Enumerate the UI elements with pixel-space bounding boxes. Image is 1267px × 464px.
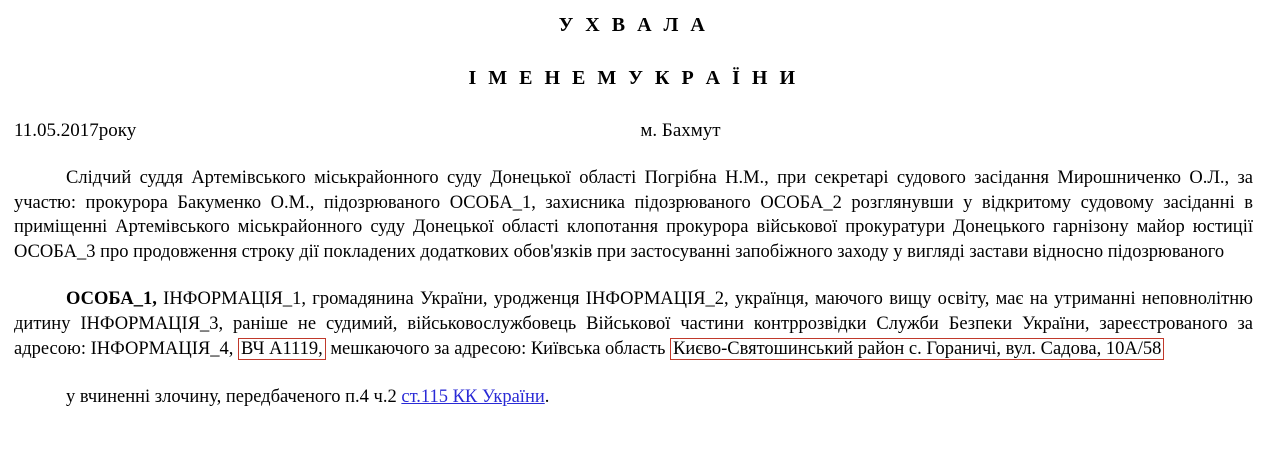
accused-details-text-2: мешкаючого за адресою: Київська область (325, 338, 666, 359)
redaction-highlight-unit: ВЧ А1119, (238, 338, 326, 360)
paragraph-accused-details (14, 287, 1253, 361)
document-title-line-1: У Х В А Л А (558, 14, 709, 36)
redaction-highlight-address: Києво-Святошинський район с. Гораничі, вул. Садова, 10А/58 (670, 338, 1164, 360)
paragraph-preamble: Слідчий суддя Артемівського міськрайонного суду Донецької області Погрібна Н.М., при секретарі судового засідання Мирошниченко О.Л., за участю: прокурора Бакуменко О.М., підозрюваного ОСОБА_1, захисника підозрюваного ОСОБА_2 розглянувши у відкритому судовому засіданні в приміщенні Артемівського міськрайонного суду Донецької області клопотання прокурора військової прокуратури Донецького гарнізону майор юстиції ОСОБА_3 про продовження строку дії покладених додаткових обов'язків при застосуванні запобіжного заходу у вигляді застави відносно підозрюваного (14, 168, 1253, 262)
charge-text-before: у вчиненні злочину, передбаченого п.4 ч.2 (66, 387, 402, 408)
charge-text-after: . (544, 387, 550, 408)
date-city-bar (14, 120, 1253, 144)
accused-details-text-1: ІНФОРМАЦІЯ_1, громадянина України, уродженця ІНФОРМАЦІЯ_2, українця, маючого вищу освіту, має на утриманні неповнолітню дитину ІНФОРМАЦІЯ_3, раніше не судимий, військовослужбовець Військової частини контррозвідки Служби Безпеки України, зареєстрованого за адресою: ІНФОРМАЦІЯ_4, (14, 289, 1253, 359)
document-city: м. Бахмут (640, 120, 721, 141)
document-date: 11.05.2017року (14, 120, 137, 141)
paragraph-charge (14, 385, 1253, 410)
statute-link[interactable]: ст.115 КК України (401, 387, 545, 408)
document-title-line-2: І М Е Н Е М У К Р А Ї Н И (468, 67, 799, 89)
accused-name: ОСОБА_1, (66, 289, 157, 310)
